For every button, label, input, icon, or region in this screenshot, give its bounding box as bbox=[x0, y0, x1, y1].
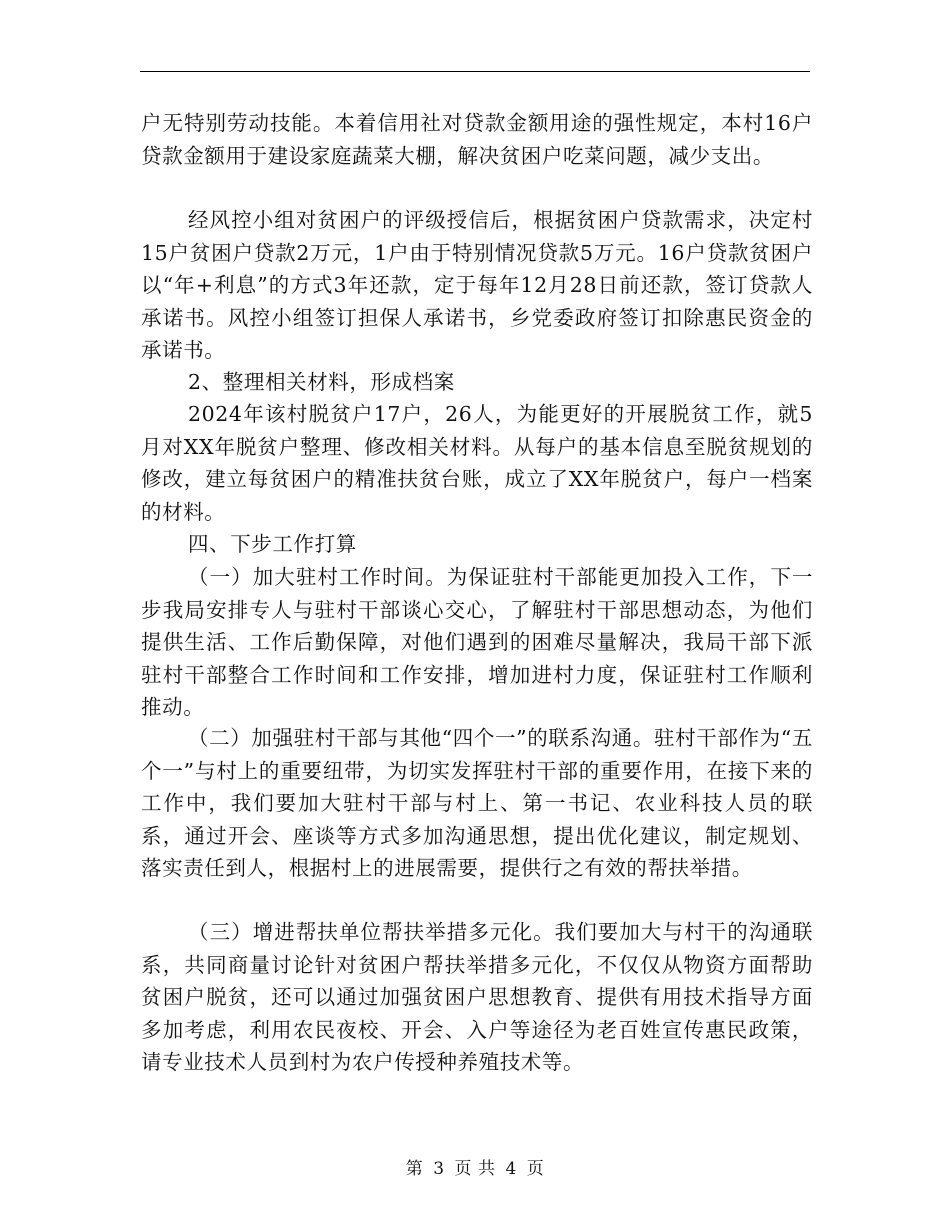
section-heading-next-steps: 四、下步工作打算 bbox=[188, 532, 357, 556]
footer-mid: 页 共 bbox=[454, 1159, 496, 1179]
paragraph-item-3: （三）增进帮扶单位帮扶举措多元化。我们要加大与村干的沟通联系，共同商量讨论针对贫困户帮扶举措多元化，不仅仅从物资方面帮助贫困户脱贫，还可以通过加强贫困户思想教育、提供有用技术指导方面多加考虑，利用农民夜校、开会、入户等途径为老百姓宣传惠民政策，请专业技术人员到村为农户传授种养殖技术等。 bbox=[141, 920, 813, 1074]
footer-prefix: 第 bbox=[405, 1159, 424, 1179]
paragraph-archive: 2024年该村脱贫户17户，26人，为能更好的开展脱贫工作，就5月对XX年脱贫户整理、修改相关材料。从每户的基本信息至脱贫规划的修改，建立每贫困户的精准扶贫台账，成立了XX年脱贫户，每户一档案的材料。 bbox=[141, 402, 813, 524]
total-pages-number: 4 bbox=[505, 1159, 517, 1179]
paragraph-loan-decision: 经风控小组对贫困户的评级授信后，根据贫困户贷款需求，决定村15户贫困户贷款2万元，1户由于特别情况贷款5万元。16户贷款贫困户以“年+利息”的方式3年还款，定于每年12月28日前还款，签订贷款人承诺书。风控小组签订担保人承诺书，乡党委政府签订扣除惠民资金的承诺书。 bbox=[141, 208, 813, 362]
paragraph-item-1: （一）加大驻村工作时间。为保证驻村干部能更加投入工作，下一步我局安排专人与驻村干部谈心交心，了解驻村干部思想动态，为他们提供生活、工作后勤保障，对他们遇到的困难尽量解决，我局干部下派驻村干部整合工作时间和工作安排，增加进村力度，保证驻村工作顺利推动。 bbox=[141, 565, 813, 719]
page-footer bbox=[0, 1154, 950, 1179]
paragraph-item-2: （二）加强驻村干部与其他“四个一”的联系沟通。驻村干部作为“五个一”与村上的重要纽带，为切实发挥驻村干部的重要作用，在接下来的工作中，我们要加大驻村干部与村上、第一书记、农业科技人员的联系，通过开会、座谈等方式多加沟通思想，提出优化建议，制定规划、落实责任到人，根据村上的进展需要，提供行之有效的帮扶举措。 bbox=[141, 726, 813, 880]
section-heading-archive: 2、整理相关材料，形成档案 bbox=[188, 370, 455, 394]
paragraph-continuation: 户无特别劳动技能。本着信用社对贷款金额用途的强性规定，本村16户贷款金额用于建设家庭蔬菜大棚，解决贫困户吃菜问题，减少支出。 bbox=[141, 111, 813, 168]
footer-suffix: 页 bbox=[526, 1159, 545, 1179]
header-rule bbox=[140, 71, 810, 72]
current-page-number: 3 bbox=[433, 1159, 445, 1179]
